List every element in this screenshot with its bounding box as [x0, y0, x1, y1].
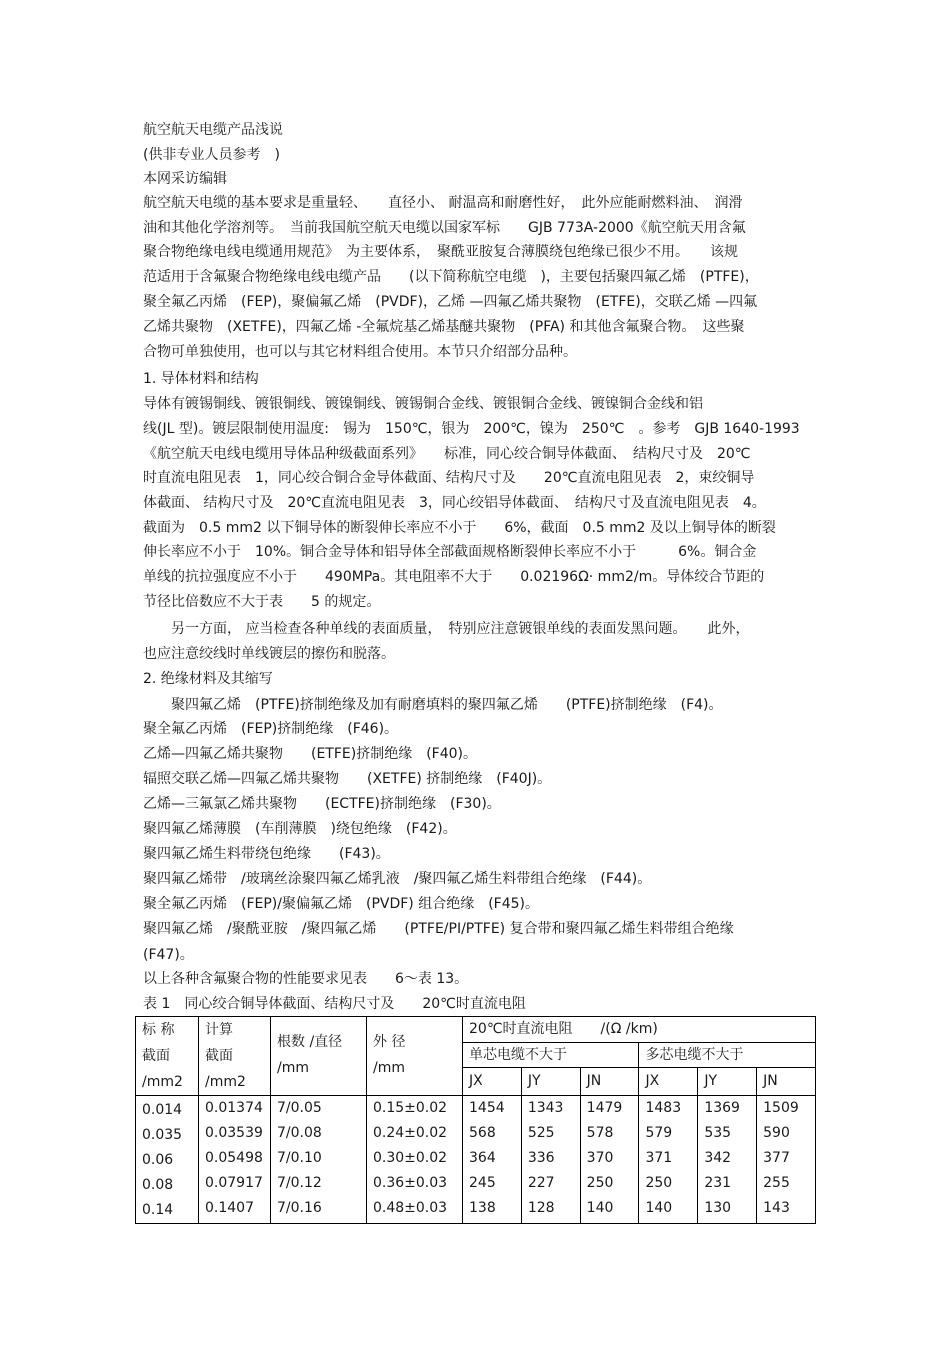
table-cell: 128 [527, 1200, 555, 1216]
table-cell: 140 [586, 1200, 614, 1216]
table-cell: 0.30±0.02 [373, 1150, 448, 1166]
col-single-jn [580, 1096, 639, 1224]
table-cell: 138 [469, 1200, 496, 1216]
subheader-jy: JY [521, 1068, 580, 1096]
body-line: 截面为 0.5 mm2 以下铜导体的断裂伸长率应不小于 6%，截面 0.5 mm2 及以上铜导体的断裂 [143, 520, 776, 536]
body-line: 聚四氟乙烯 (PTFE)挤制绝缘及加有耐磨填料的聚四氟乙烯 (PTFE)挤制绝缘 (F4)。 [143, 697, 723, 713]
table-cell: 250 [586, 1175, 614, 1191]
table-cell: 255 [763, 1175, 790, 1191]
table-cell: 7/0.16 [277, 1200, 322, 1216]
table-cell: 1343 [527, 1100, 564, 1116]
table-cell: 1479 [586, 1100, 623, 1116]
body-line: 乙烯—三氟氯乙烯共聚物 (ECTFE)挤制绝缘 (F30)。 [143, 796, 501, 812]
table-cell: 342 [704, 1150, 732, 1166]
body-line: 乙烯共聚物 (XETFE)，四氟乙烯 -全氟烷基乙烯基醚共聚物 (PFA) 和其他含氟聚合物。 这些聚 [143, 319, 745, 335]
body-line: 聚合物绝缘电线电缆通用规范》 为主要体系， 聚酰亚胺复合薄膜绕包绝缘已很少不用。 该规 [143, 244, 738, 260]
body-line: 聚全氟乙丙烯 (FEP)挤制绝缘 (F46)。 [143, 721, 399, 737]
body-line: 聚四氟乙烯生料带绕包绝缘 (F43)。 [143, 846, 390, 862]
table-cell: 371 [645, 1150, 673, 1166]
col-single-jy [521, 1096, 580, 1224]
table-cell: 245 [469, 1175, 496, 1191]
body-line: 2. 绝缘材料及其缩写 [143, 671, 273, 687]
table-cell: 0.03539 [205, 1125, 263, 1141]
body-line: 《航空航天电线电缆用导体品种级截面系列》 标准，同心绞合铜导体截面、 结构尺寸及 20℃ [143, 446, 751, 462]
header-single-core: 单芯电缆不大于 [463, 1042, 639, 1068]
col-nominal [136, 1096, 199, 1224]
header-multi-core: 多芯电缆不大于 [639, 1042, 816, 1068]
table-cell: 1369 [704, 1100, 740, 1116]
subheader-jn: JN [757, 1068, 816, 1096]
col-calc [199, 1096, 271, 1224]
body-line: 伸长率应不小于 10%。铜合金导体和铝导体全部截面规格断裂伸长率应不小于 6%。铜合金 [143, 544, 757, 560]
body-line: 辐照交联乙烯—四氟乙烯共聚物 (XETFE) 挤制绝缘 (F40J)。 [143, 771, 552, 787]
col-multi-jy [698, 1096, 757, 1224]
doc-note: (供非专业人员参考 ) [143, 147, 280, 163]
header-nominal-section: 标 称 截面 /mm2 [136, 1017, 199, 1096]
table-cell: 0.14 [142, 1202, 174, 1218]
table-cell: 590 [763, 1125, 790, 1141]
body-line: 线(JL 型)。镀层限制使用温度: 锡为 150℃，银为 200℃，镍为 250℃ 。参考 GJB 1640-1993 [143, 421, 800, 437]
table-cell: 0.01374 [205, 1100, 263, 1116]
subheader-jx: JX [639, 1068, 698, 1096]
doc-title: 航空航天电缆产品浅说 [143, 122, 283, 138]
body-line: 乙烯—四氟乙烯共聚物 (ETFE)挤制绝缘 (F40)。 [143, 746, 478, 762]
table-cell: 377 [763, 1150, 790, 1166]
body-line: 也应注意绞线时单线镀层的擦伤和脱落。 [143, 646, 395, 662]
table-cell: 0.06 [142, 1152, 174, 1168]
col-multi-jn [757, 1096, 816, 1224]
subheader-jn: JN [580, 1068, 639, 1096]
body-line: 航空航天电缆的基本要求是重量轻、 直径小、 耐温高和耐磨性好， 此外应能耐燃料油、 润滑 [143, 195, 743, 211]
table-cell: 250 [645, 1175, 673, 1191]
table-cell: 231 [704, 1175, 732, 1191]
table-cell: 7/0.08 [277, 1125, 322, 1141]
table-cell: 140 [645, 1200, 673, 1216]
body-line: 以上各种含氟聚合物的性能要求见表 6～表 13。 [143, 971, 469, 987]
table-cell: 0.1407 [205, 1200, 254, 1216]
subheader-jx: JX [463, 1068, 522, 1096]
table-cell: 0.36±0.03 [373, 1175, 448, 1191]
table-cell: 0.05498 [205, 1150, 263, 1166]
table-cell: 568 [469, 1125, 496, 1141]
table-cell: 7/0.12 [277, 1175, 322, 1191]
table-cell: 130 [704, 1200, 732, 1216]
table-cell: 1483 [645, 1100, 682, 1116]
table-data-block [136, 1096, 816, 1224]
table-cell: 1454 [469, 1100, 505, 1116]
table-cell: 0.15±0.02 [373, 1100, 448, 1116]
table-cell: 370 [586, 1150, 614, 1166]
body-line: 聚四氟乙烯薄膜 (车削薄膜 )绕包绝缘 (F42)。 [143, 821, 457, 837]
table-cell: 364 [469, 1150, 496, 1166]
table-cell: 7/0.10 [277, 1150, 322, 1166]
col-od [367, 1096, 463, 1224]
body-line: 范适用于含氟聚合物绝缘电线电缆产品 (以下简称航空电缆 )，主要包括聚四氟乙烯 (PTFE)， [143, 269, 759, 285]
body-line: 另一方面， 应当检查各种单线的表面质量， 特别应注意镀银单线的表面发黑问题。 此外， [143, 621, 750, 637]
body-line: 单线的抗拉强度应不小于 490MPa。其电阻率不大于 0.02196Ω· mm2/m。导体绞合节距的 [143, 569, 765, 585]
body-line: 聚全氟乙丙烯 (FEP)/聚偏氟乙烯 (PVDF) 组合绝缘 (F45)。 [143, 896, 539, 912]
table-cell: 579 [645, 1125, 673, 1141]
body-line: 聚全氟乙丙烯 (FEP)，聚偏氟乙烯 (PVDF)，乙烯 —四氟乙烯共聚物 (ETFE)，交联乙烯 —四氟 [143, 294, 758, 310]
body-line: 油和其他化学溶剂等。 当前我国航空航天电缆以国家军标 GJB 773A-2000《航空航天用含氟 [143, 220, 746, 236]
body-line: 节径比倍数应不大于表 5 的规定。 [143, 594, 381, 610]
table-cell: 0.035 [142, 1127, 183, 1143]
body-line: 聚四氟乙烯 /聚酰亚胺 /聚四氟乙烯 (PTFE/PI/PTFE) 复合带和聚四氟乙烯生料带组合绝缘 [143, 921, 734, 937]
body-line: 表 1 同心绞合铜导体截面、结构尺寸及 20℃时直流电阻 [143, 996, 526, 1012]
body-line: 合物可单独使用，也可以与其它材料组合使用。本节只介绍部分品种。 [143, 344, 577, 360]
body-line: (F47)。 [143, 947, 194, 963]
table-cell: 535 [704, 1125, 732, 1141]
body-line: 导体有镀锡铜线、镀银铜线、镀镍铜线、镀锡铜合金线、镀银铜合金线、镀镍铜合金线和铝 [143, 396, 703, 412]
header-calc-section: 计算 截面 /mm2 [199, 1017, 271, 1096]
table-cell: 1509 [763, 1100, 799, 1116]
col-single-jx [463, 1096, 522, 1224]
table-cell: 0.08 [142, 1177, 174, 1193]
header-od: 外 径 /mm [367, 1017, 463, 1096]
table-cell: 143 [763, 1200, 790, 1216]
table-cell: 336 [527, 1150, 555, 1166]
table-cell: 227 [527, 1175, 555, 1191]
header-strand: 根数 /直径 /mm [271, 1017, 367, 1096]
table-cell: 0.48±0.03 [373, 1200, 448, 1216]
col-multi-jx [639, 1096, 698, 1224]
body-line: 时直流电阻见表 1，同心绞合铜合金导体截面、结构尺寸及 20℃直流电阻见表 2，束绞铜导 [143, 470, 755, 486]
col-strand [271, 1096, 367, 1224]
table-cell: 7/0.05 [277, 1100, 322, 1116]
table-cell: 0.24±0.02 [373, 1125, 448, 1141]
table-cell: 578 [586, 1125, 614, 1141]
body-line: 1. 导体材料和结构 [143, 371, 259, 387]
body-line: 体截面、 结构尺寸及 20℃直流电阻见表 3，同心绞铝导体截面、 结构尺寸及直流电阻见表 4。 [143, 495, 766, 511]
header-resistance: 20℃时直流电阻 /(Ω /km) [463, 1017, 816, 1043]
doc-source: 本网采访编辑 [143, 171, 227, 187]
table-cell: 0.014 [142, 1102, 183, 1118]
table-cell: 525 [527, 1125, 555, 1141]
subheader-jy: JY [698, 1068, 757, 1096]
body-line: 聚四氟乙烯带 /玻璃丝涂聚四氟乙烯乳液 /聚四氟乙烯生料带组合绝缘 (F44)。 [143, 871, 652, 887]
table-1 [135, 1016, 816, 1224]
table-cell: 0.07917 [205, 1175, 263, 1191]
